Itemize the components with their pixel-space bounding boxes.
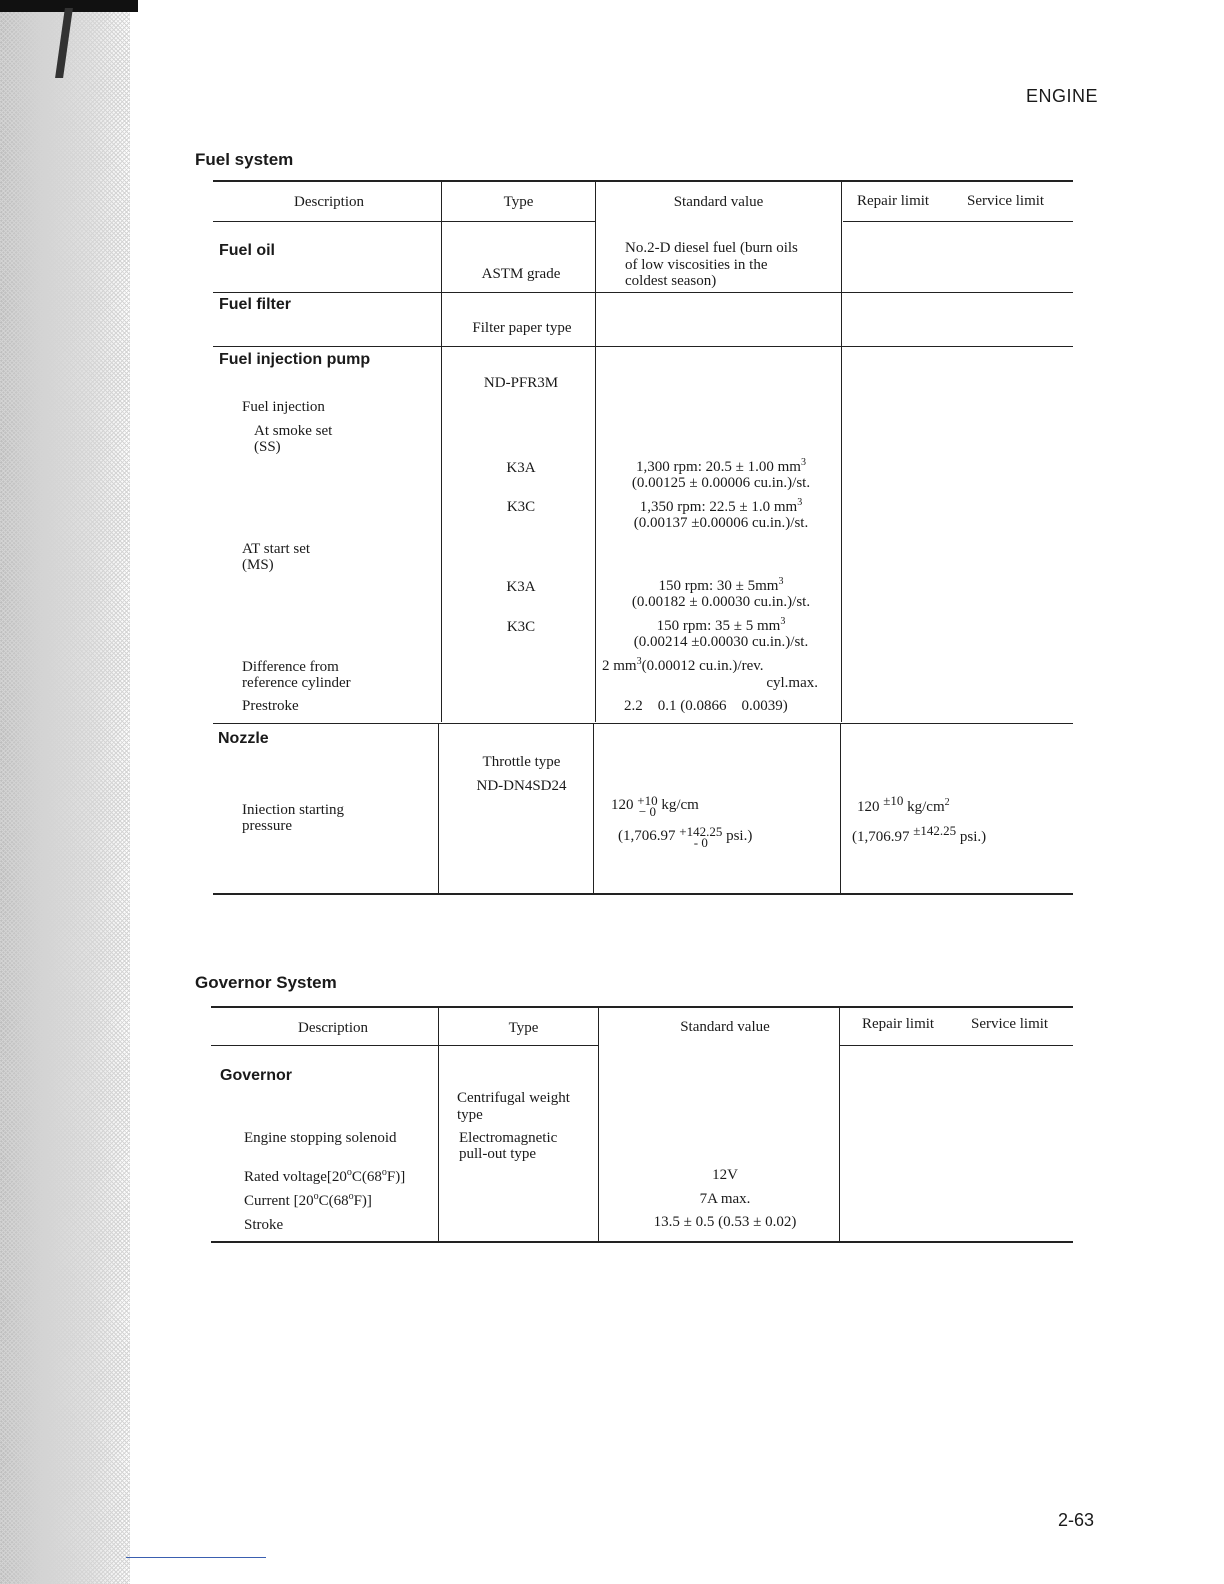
superscript: 3 [797, 497, 803, 508]
superscript: 3 [778, 576, 784, 587]
rated-voltage-value: 12V [712, 1167, 738, 1183]
page-header: ENGINE [1025, 86, 1098, 106]
ss-k3c-value [596, 499, 846, 515]
tolerance-lower: − 0 [638, 803, 656, 819]
ss-k3a-value-imperial: (0.00125 ± 0.00006 cu.in.)/st. [631, 475, 811, 491]
superscript: 3 [780, 616, 786, 627]
table-top-rule [213, 180, 1073, 182]
fuel-oil-value-line: of low viscosities in the [625, 257, 768, 273]
tolerance: ±142.25 [913, 823, 957, 838]
nozzle-pressure-value: 120 [611, 797, 634, 813]
degree-sign: o [381, 1167, 387, 1178]
start-set-label: (MS) [242, 557, 274, 573]
injection-pressure-label: pressure [242, 818, 292, 834]
stroke-label: Stroke [244, 1217, 284, 1233]
table-bottom-rule [211, 1241, 1073, 1243]
header-rule [843, 221, 1073, 222]
nozzle-pressure-unit: kg/cm [661, 797, 699, 813]
tolerance-stack [637, 792, 658, 819]
binding-edge [0, 0, 130, 1584]
superscript: 3 [636, 656, 642, 667]
difference-value-text: 2 mm [602, 658, 637, 674]
column-header-description: Description [294, 194, 364, 210]
tolerance-upper: +142.25 [679, 823, 723, 839]
column-rule [593, 724, 594, 893]
ms-k3c-value [596, 618, 846, 634]
fuel-oil-type: ASTM grade [481, 266, 561, 282]
column-header-repair: Repair limit [857, 193, 930, 209]
column-header-type: Type [503, 194, 534, 210]
fuel-injection-label: Fuel injection [242, 399, 325, 415]
superscript: 2 [944, 797, 950, 808]
rated-voltage-text: F)] [386, 1169, 406, 1185]
column-header-service: Service limit [971, 1016, 1049, 1032]
row-rule [213, 292, 1073, 293]
column-header-type: Type [508, 1020, 539, 1036]
ss-k3c-type: K3C [506, 499, 536, 515]
solenoid-type: pull-out type [459, 1146, 537, 1162]
nozzle-limit-unit: psi.) [959, 829, 987, 845]
nozzle-pressure-psi: (1,706.97 [618, 828, 676, 844]
injection-pressure-label: Iniection starting [242, 802, 345, 818]
fuel-oil-label: Fuel oil [219, 242, 275, 259]
ss-k3a-type: K3A [506, 460, 536, 476]
ss-k3c-value-imperial: (0.00137 ±0.00006 cu.in.)/st. [633, 515, 809, 531]
injection-pump-type: ND-PFR3M [483, 375, 559, 391]
nozzle-pressure-unit: psi.) [726, 828, 753, 844]
degree-sign: o [348, 1191, 354, 1202]
prestroke-label: Prestroke [242, 698, 299, 714]
fuel-oil-value-line: No.2-D diesel fuel (burn oils [625, 240, 798, 256]
difference-value [602, 658, 764, 674]
row-rule [213, 723, 1073, 724]
tolerance-stack [679, 823, 723, 850]
column-header-service: Service limit [967, 193, 1045, 209]
current-label [244, 1193, 372, 1209]
ms-k3a-type: K3A [506, 579, 536, 595]
ms-k3c-value-text: 150 rpm: 35 ± 5 mm [656, 618, 781, 634]
ss-k3a-value-text: 1,300 rpm: 20.5 ± 1.00 mm [636, 459, 801, 475]
tolerance: ±10 [883, 793, 904, 808]
ms-k3c-value-imperial: (0.00214 ±0.00030 cu.in.)/st. [633, 634, 809, 650]
rated-voltage-text: Rated voltage[20 [244, 1169, 347, 1185]
fuel-oil-value-line: coldest season) [625, 273, 717, 289]
nozzle-limit-value: 120 [857, 799, 880, 815]
governor-label: Governor [220, 1067, 293, 1084]
column-rule [438, 724, 439, 893]
solenoid-type: Electromagnetic [459, 1130, 558, 1146]
injection-pump-label: Fuel injection pump [219, 351, 371, 368]
column-rule [441, 181, 442, 722]
column-header-standard: Standard value [680, 1019, 770, 1035]
degree-sign: o [313, 1191, 319, 1202]
nozzle-pressure-imperial [618, 825, 752, 848]
difference-label: Difference from [242, 659, 339, 675]
fuel-filter-label: Fuel filter [219, 296, 292, 313]
column-rule [598, 1007, 599, 1241]
governor-system-title: Governor System [195, 973, 337, 992]
start-set-label: AT start set [242, 541, 311, 557]
bottom-rule [126, 1557, 266, 1558]
solenoid-label: Engine stopping solenoid [244, 1130, 397, 1146]
rated-voltage-label [244, 1169, 405, 1185]
nozzle-limit-unit: kg/cm [907, 799, 945, 815]
superscript: 3 [800, 457, 806, 468]
ss-k3a-value [596, 459, 846, 475]
governor-type: Centrifugal weight [457, 1090, 570, 1106]
column-header-standard: Standard value [673, 194, 764, 210]
nozzle-model: ND-DN4SD24 [476, 778, 567, 794]
tolerance-upper: +10 [637, 792, 658, 808]
degree-sign: o [346, 1167, 352, 1178]
table-bottom-rule [213, 893, 1073, 895]
header-rule [211, 1045, 598, 1046]
column-header-description: Description [298, 1020, 368, 1036]
header-rule [213, 221, 596, 222]
nozzle-limit-psi: (1,706.97 [852, 829, 910, 845]
current-text: Current [20 [244, 1193, 314, 1209]
ms-k3a-value-imperial: (0.00182 ± 0.00030 cu.in.)/st. [631, 594, 811, 610]
difference-value-text: (0.00012 cu.in.)/rev. [641, 658, 764, 674]
column-rule [840, 724, 841, 893]
column-rule [438, 1007, 439, 1241]
nozzle-type: Throttle type [482, 754, 561, 770]
nozzle-limit-metric [857, 793, 950, 818]
difference-value-cylmax: cyl.max. [766, 675, 818, 691]
nozzle-limit-imperial [852, 823, 987, 848]
prestroke-value: 2.2 0.1 (0.0866 0.0039) [624, 698, 788, 714]
ms-k3a-value [596, 578, 846, 594]
current-text: C(68 [318, 1193, 349, 1209]
rated-voltage-text: C(68 [351, 1169, 382, 1185]
table-top-rule [211, 1006, 1073, 1008]
smoke-set-label: At smoke set [254, 423, 333, 439]
current-value: 7A max. [699, 1191, 751, 1207]
nozzle-pressure-metric [611, 794, 699, 817]
header-rule [840, 1045, 1073, 1046]
ms-k3c-type: K3C [506, 619, 536, 635]
fuel-system-title: Fuel system [195, 150, 294, 169]
ss-k3c-value-text: 1,350 rpm: 22.5 ± 1.0 mm [639, 499, 798, 515]
tolerance-lower: - 0 [693, 834, 708, 850]
governor-type: type [457, 1107, 483, 1123]
column-header-repair: Repair limit [862, 1016, 935, 1032]
stroke-value: 13.5 ± 0.5 (0.53 ± 0.02) [653, 1214, 797, 1230]
difference-label: reference cylinder [242, 675, 351, 691]
current-text: F)] [353, 1193, 372, 1209]
smoke-set-label: (SS) [254, 439, 281, 455]
row-rule [213, 346, 1073, 347]
nozzle-label: Nozzle [218, 730, 269, 747]
page-number: 2-63 [1057, 1510, 1094, 1530]
ms-k3a-value-text: 150 rpm: 30 ± 5mm [658, 578, 779, 594]
fuel-filter-type: Filter paper type [472, 320, 572, 336]
